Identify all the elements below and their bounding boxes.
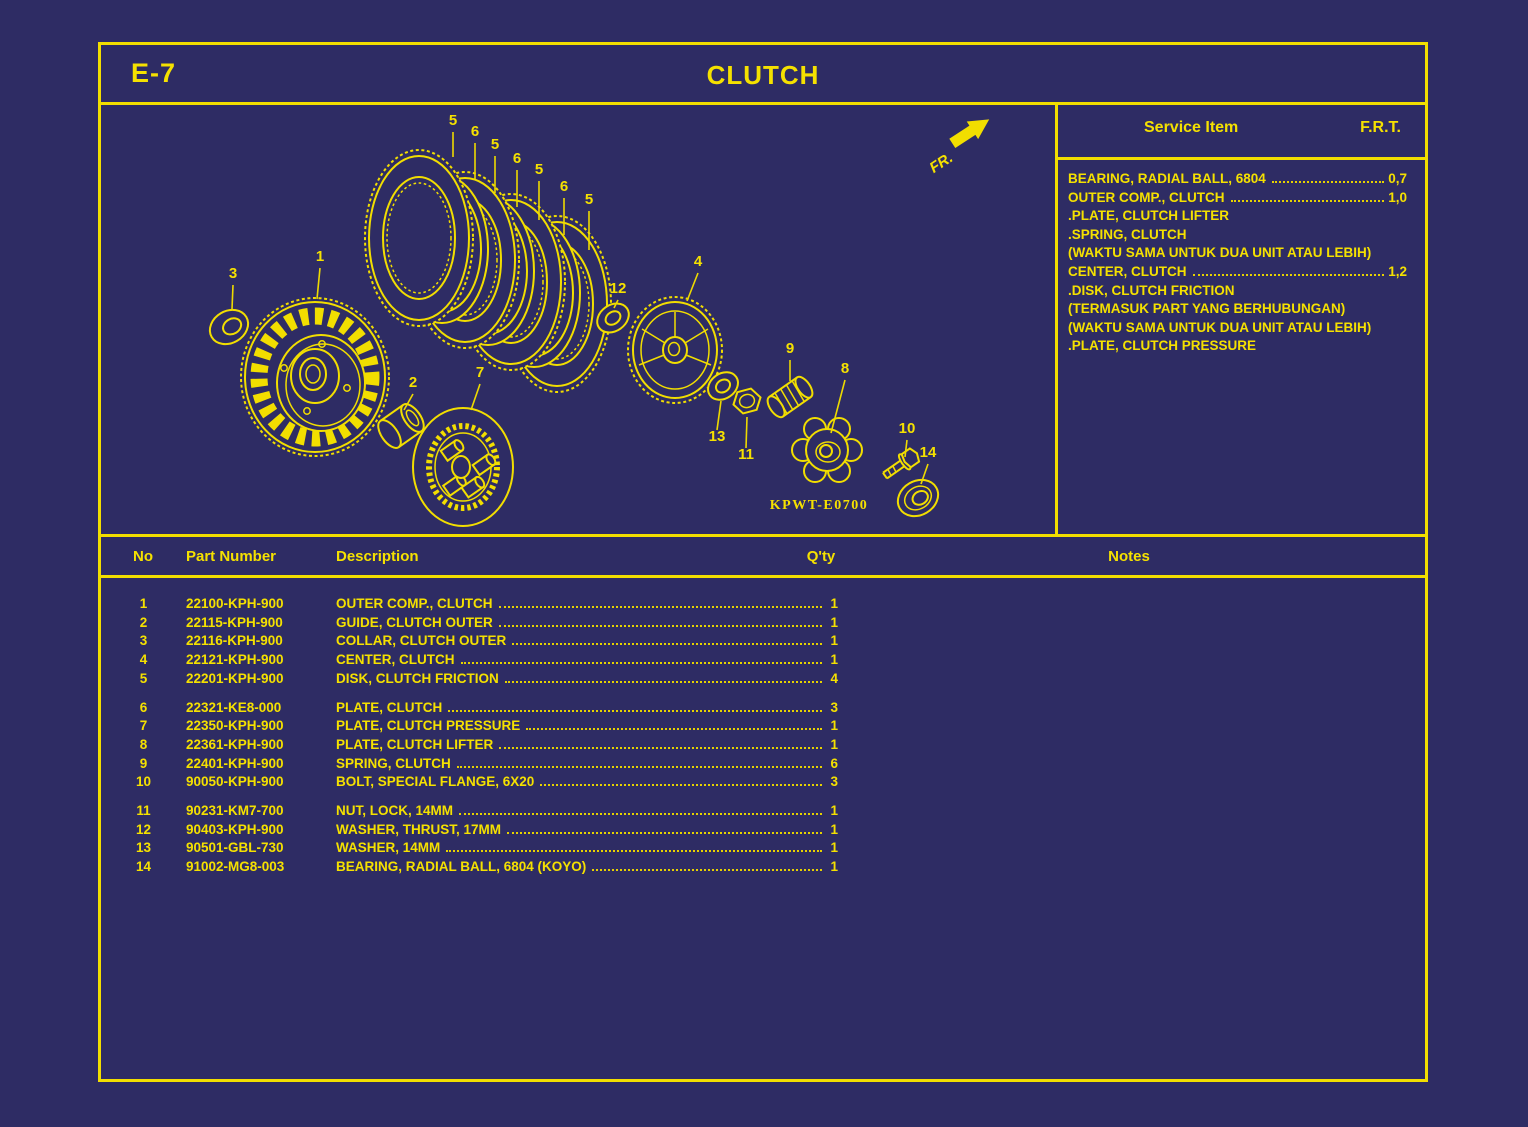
dotted-leader	[505, 681, 822, 683]
callout-number: 3	[228, 265, 238, 282]
service-item-frt-value: 0,7	[1388, 171, 1407, 186]
parts-table-body	[101, 578, 1425, 1079]
col-header-qty: Q'ty	[806, 548, 836, 565]
callout-number: 14	[919, 444, 937, 461]
service-item-label: (WAKTU SAMA UNTUK DUA UNIT ATAU LEBIH)	[1068, 245, 1372, 261]
row-description-cell	[336, 670, 838, 689]
service-item-heading: Service Item	[1144, 119, 1239, 136]
service-item-label: .DISK, CLUTCH FRICTION	[1068, 282, 1235, 298]
flange-bolt-part	[880, 446, 922, 483]
dotted-leader	[446, 850, 822, 852]
row-description-cell	[336, 821, 838, 840]
callout-number: 10	[898, 420, 916, 437]
lifter-plate-part	[792, 418, 862, 482]
service-item-label: (TERMASUK PART YANG BERHUBUNGAN)	[1068, 301, 1346, 317]
row-no: 9	[139, 755, 148, 771]
row-part-number: 90501-GBL-730	[186, 840, 284, 856]
row-description: GUIDE, CLUTCH OUTER	[336, 614, 493, 630]
row-part-number: 22201-KPH-900	[186, 670, 284, 686]
row-description: PLATE, CLUTCH	[336, 699, 443, 715]
service-item-label: (WAKTU SAMA UNTUK DUA UNIT ATAU LEBIH)	[1068, 319, 1372, 335]
service-item-row	[1068, 170, 1407, 189]
service-item-frt-value: 1,0	[1388, 189, 1407, 205]
row-qty: 1	[830, 718, 838, 734]
dotted-leader	[507, 832, 822, 834]
col-header-no: No	[133, 548, 153, 565]
service-item-row	[1068, 189, 1407, 208]
row-description-cell	[336, 595, 838, 614]
row-description-cell	[336, 755, 838, 774]
dotted-leader	[448, 710, 822, 712]
row-qty: 1	[830, 859, 838, 875]
row-part-number: 22116-KPH-900	[186, 633, 283, 649]
row-qty: 1	[830, 803, 838, 819]
page-frame	[98, 42, 1428, 1082]
clutch-outer-part	[241, 298, 389, 456]
row-qty: 1	[830, 652, 838, 668]
row-no: 6	[139, 699, 148, 715]
dotted-leader	[459, 813, 822, 815]
row-part-number: 91002-MG8-003	[186, 859, 285, 875]
table-row	[101, 736, 1425, 755]
callout-number: 4	[693, 253, 703, 270]
row-no: 14	[135, 859, 152, 875]
row-no: 2	[139, 614, 148, 630]
service-item-frt-value: 1,2	[1388, 263, 1407, 279]
row-description: NUT, LOCK, 14MM	[336, 803, 454, 819]
dotted-leader	[499, 625, 822, 627]
service-item-list	[1058, 160, 1425, 356]
bearing-part	[891, 473, 944, 523]
row-no: 4	[139, 652, 148, 668]
table-row	[101, 858, 1425, 877]
service-item-row	[1068, 300, 1407, 319]
callout-number: 5	[490, 136, 500, 153]
clutch-diagram-svg	[101, 105, 1055, 536]
table-row	[101, 839, 1425, 858]
callout-number: 8	[840, 360, 850, 377]
dotted-leader	[1272, 181, 1384, 183]
callout-number: 7	[475, 364, 485, 381]
page-code: E-7	[131, 58, 177, 88]
callout-number: 6	[512, 150, 522, 167]
dotted-leader	[499, 747, 822, 749]
row-part-number: 22115-KPH-900	[186, 614, 283, 630]
row-description-cell	[336, 839, 838, 858]
callout-leader-line	[687, 273, 698, 301]
callout-number: 5	[448, 112, 458, 129]
row-qty: 1	[830, 821, 838, 837]
service-item-label: .PLATE, CLUTCH LIFTER	[1068, 208, 1229, 224]
row-qty: 6	[830, 755, 838, 771]
row-no: 7	[139, 718, 148, 734]
callout-number: 12	[609, 280, 627, 297]
dotted-leader	[457, 766, 822, 768]
table-row	[101, 773, 1425, 792]
row-description: CENTER, CLUTCH	[336, 652, 455, 668]
row-part-number: 22121-KPH-900	[186, 652, 284, 668]
disc-stack	[365, 150, 611, 392]
service-item-row	[1068, 263, 1407, 282]
row-qty: 1	[830, 633, 838, 649]
fr-arrow	[920, 111, 1000, 177]
frt-heading: F.R.T.	[1360, 119, 1401, 136]
callout-leader-line	[471, 384, 480, 410]
row-qty: 3	[830, 774, 838, 790]
table-row	[101, 717, 1425, 736]
row-part-number: 22100-KPH-900	[186, 596, 284, 611]
callout-number: 5	[584, 191, 594, 208]
row-no: 1	[139, 596, 148, 611]
row-part-number: 22350-KPH-900	[186, 718, 284, 734]
service-item-label: CENTER, CLUTCH	[1068, 263, 1187, 279]
table-row-group	[101, 699, 1425, 793]
page-title: CLUTCH	[706, 60, 820, 90]
row-description-cell	[336, 773, 838, 792]
row-description-cell	[336, 858, 838, 877]
dotted-leader	[526, 728, 822, 730]
row-part-number: 90050-KPH-900	[186, 774, 284, 790]
row-no: 11	[136, 803, 151, 819]
row-description: SPRING, CLUTCH	[336, 755, 451, 771]
row-description: WASHER, 14MM	[336, 840, 441, 856]
service-item-row	[1068, 244, 1407, 263]
col-header-notes: Notes	[1108, 548, 1150, 565]
row-qty: 3	[830, 699, 838, 715]
callout-leader-line	[717, 401, 721, 430]
table-row	[101, 614, 1425, 633]
dotted-leader	[461, 662, 823, 664]
fr-label: FR.	[926, 149, 957, 177]
service-item-row	[1068, 226, 1407, 245]
table-row	[101, 632, 1425, 651]
callout-number: 1	[315, 248, 325, 265]
dotted-leader	[512, 643, 822, 645]
callout-leader-line	[746, 417, 747, 448]
row-description: OUTER COMP., CLUTCH	[336, 596, 493, 611]
callout-number: 6	[559, 178, 569, 195]
row-part-number: 90231-KM7-700	[186, 803, 284, 819]
diagram-code: KPWT-E0700	[769, 498, 869, 513]
row-description-cell	[336, 651, 838, 670]
row-qty: 1	[830, 614, 838, 630]
row-description-cell	[336, 736, 838, 755]
row-description: BEARING, RADIAL BALL, 6804 (KOYO)	[336, 859, 587, 875]
service-item-row	[1068, 337, 1407, 356]
row-part-number: 22321-KE8-000	[186, 699, 282, 715]
service-panel	[1055, 102, 1425, 536]
table-row	[101, 699, 1425, 718]
callout-number: 13	[708, 428, 726, 445]
row-no: 12	[135, 821, 152, 837]
table-row	[101, 595, 1425, 614]
table-row	[101, 755, 1425, 774]
callout-number: 2	[408, 374, 418, 391]
table-row	[101, 670, 1425, 689]
table-row-group	[101, 802, 1425, 877]
service-item-label: .PLATE, CLUTCH PRESSURE	[1068, 338, 1257, 354]
row-description-cell	[336, 802, 838, 821]
col-header-description: Description	[336, 548, 419, 565]
callout-number: 11	[738, 446, 754, 463]
row-no: 13	[135, 840, 152, 856]
exploded-diagram	[101, 105, 1055, 536]
dotted-leader	[1231, 200, 1385, 202]
service-item-label: BEARING, RADIAL BALL, 6804	[1068, 171, 1266, 186]
row-description: DISK, CLUTCH FRICTION	[336, 670, 499, 686]
row-description: BOLT, SPECIAL FLANGE, 6X20	[336, 774, 535, 790]
table-row	[101, 802, 1425, 821]
table-row	[101, 651, 1425, 670]
callout-leader-line	[317, 268, 320, 299]
service-item-row	[1068, 319, 1407, 338]
row-qty: 1	[830, 736, 838, 752]
row-qty: 4	[830, 670, 838, 686]
dotted-leader	[499, 606, 822, 608]
dotted-leader	[1193, 274, 1385, 276]
row-no: 5	[139, 670, 148, 686]
collar-part	[204, 303, 255, 351]
dotted-leader	[540, 784, 822, 786]
row-description-cell	[336, 699, 838, 718]
service-item-row	[1068, 207, 1407, 226]
row-part-number: 90403-KPH-900	[186, 821, 284, 837]
row-no: 3	[139, 633, 148, 649]
service-item-label: OUTER COMP., CLUTCH	[1068, 189, 1225, 205]
pressure-plate-part	[413, 408, 513, 526]
callout-number: 9	[785, 340, 795, 357]
row-description-cell	[336, 632, 838, 651]
row-description: PLATE, CLUTCH PRESSURE	[336, 718, 521, 734]
dotted-leader	[592, 869, 822, 871]
callout-number: 6	[470, 123, 480, 140]
row-qty: 1	[830, 840, 838, 856]
service-panel-header	[1058, 102, 1425, 160]
row-description-cell	[336, 614, 838, 633]
service-item-label: .SPRING, CLUTCH	[1068, 226, 1187, 242]
row-part-number: 22361-KPH-900	[186, 736, 284, 752]
table-row	[101, 821, 1425, 840]
row-part-number: 22401-KPH-900	[186, 755, 284, 771]
col-header-part-number: Part Number	[186, 548, 277, 565]
callout-number: 5	[534, 161, 544, 178]
callout-leader-line	[232, 285, 233, 309]
row-no: 8	[139, 736, 148, 752]
row-qty: 1	[830, 596, 838, 611]
row-description: COLLAR, CLUTCH OUTER	[336, 633, 507, 649]
table-row-group	[101, 595, 1425, 689]
row-description: PLATE, CLUTCH LIFTER	[336, 736, 494, 752]
row-description-cell	[336, 717, 838, 736]
service-item-row	[1068, 282, 1407, 301]
title-bar	[101, 45, 1425, 105]
row-description: WASHER, THRUST, 17MM	[336, 821, 502, 837]
parts-table-header	[101, 534, 1425, 578]
row-no: 10	[135, 774, 152, 790]
